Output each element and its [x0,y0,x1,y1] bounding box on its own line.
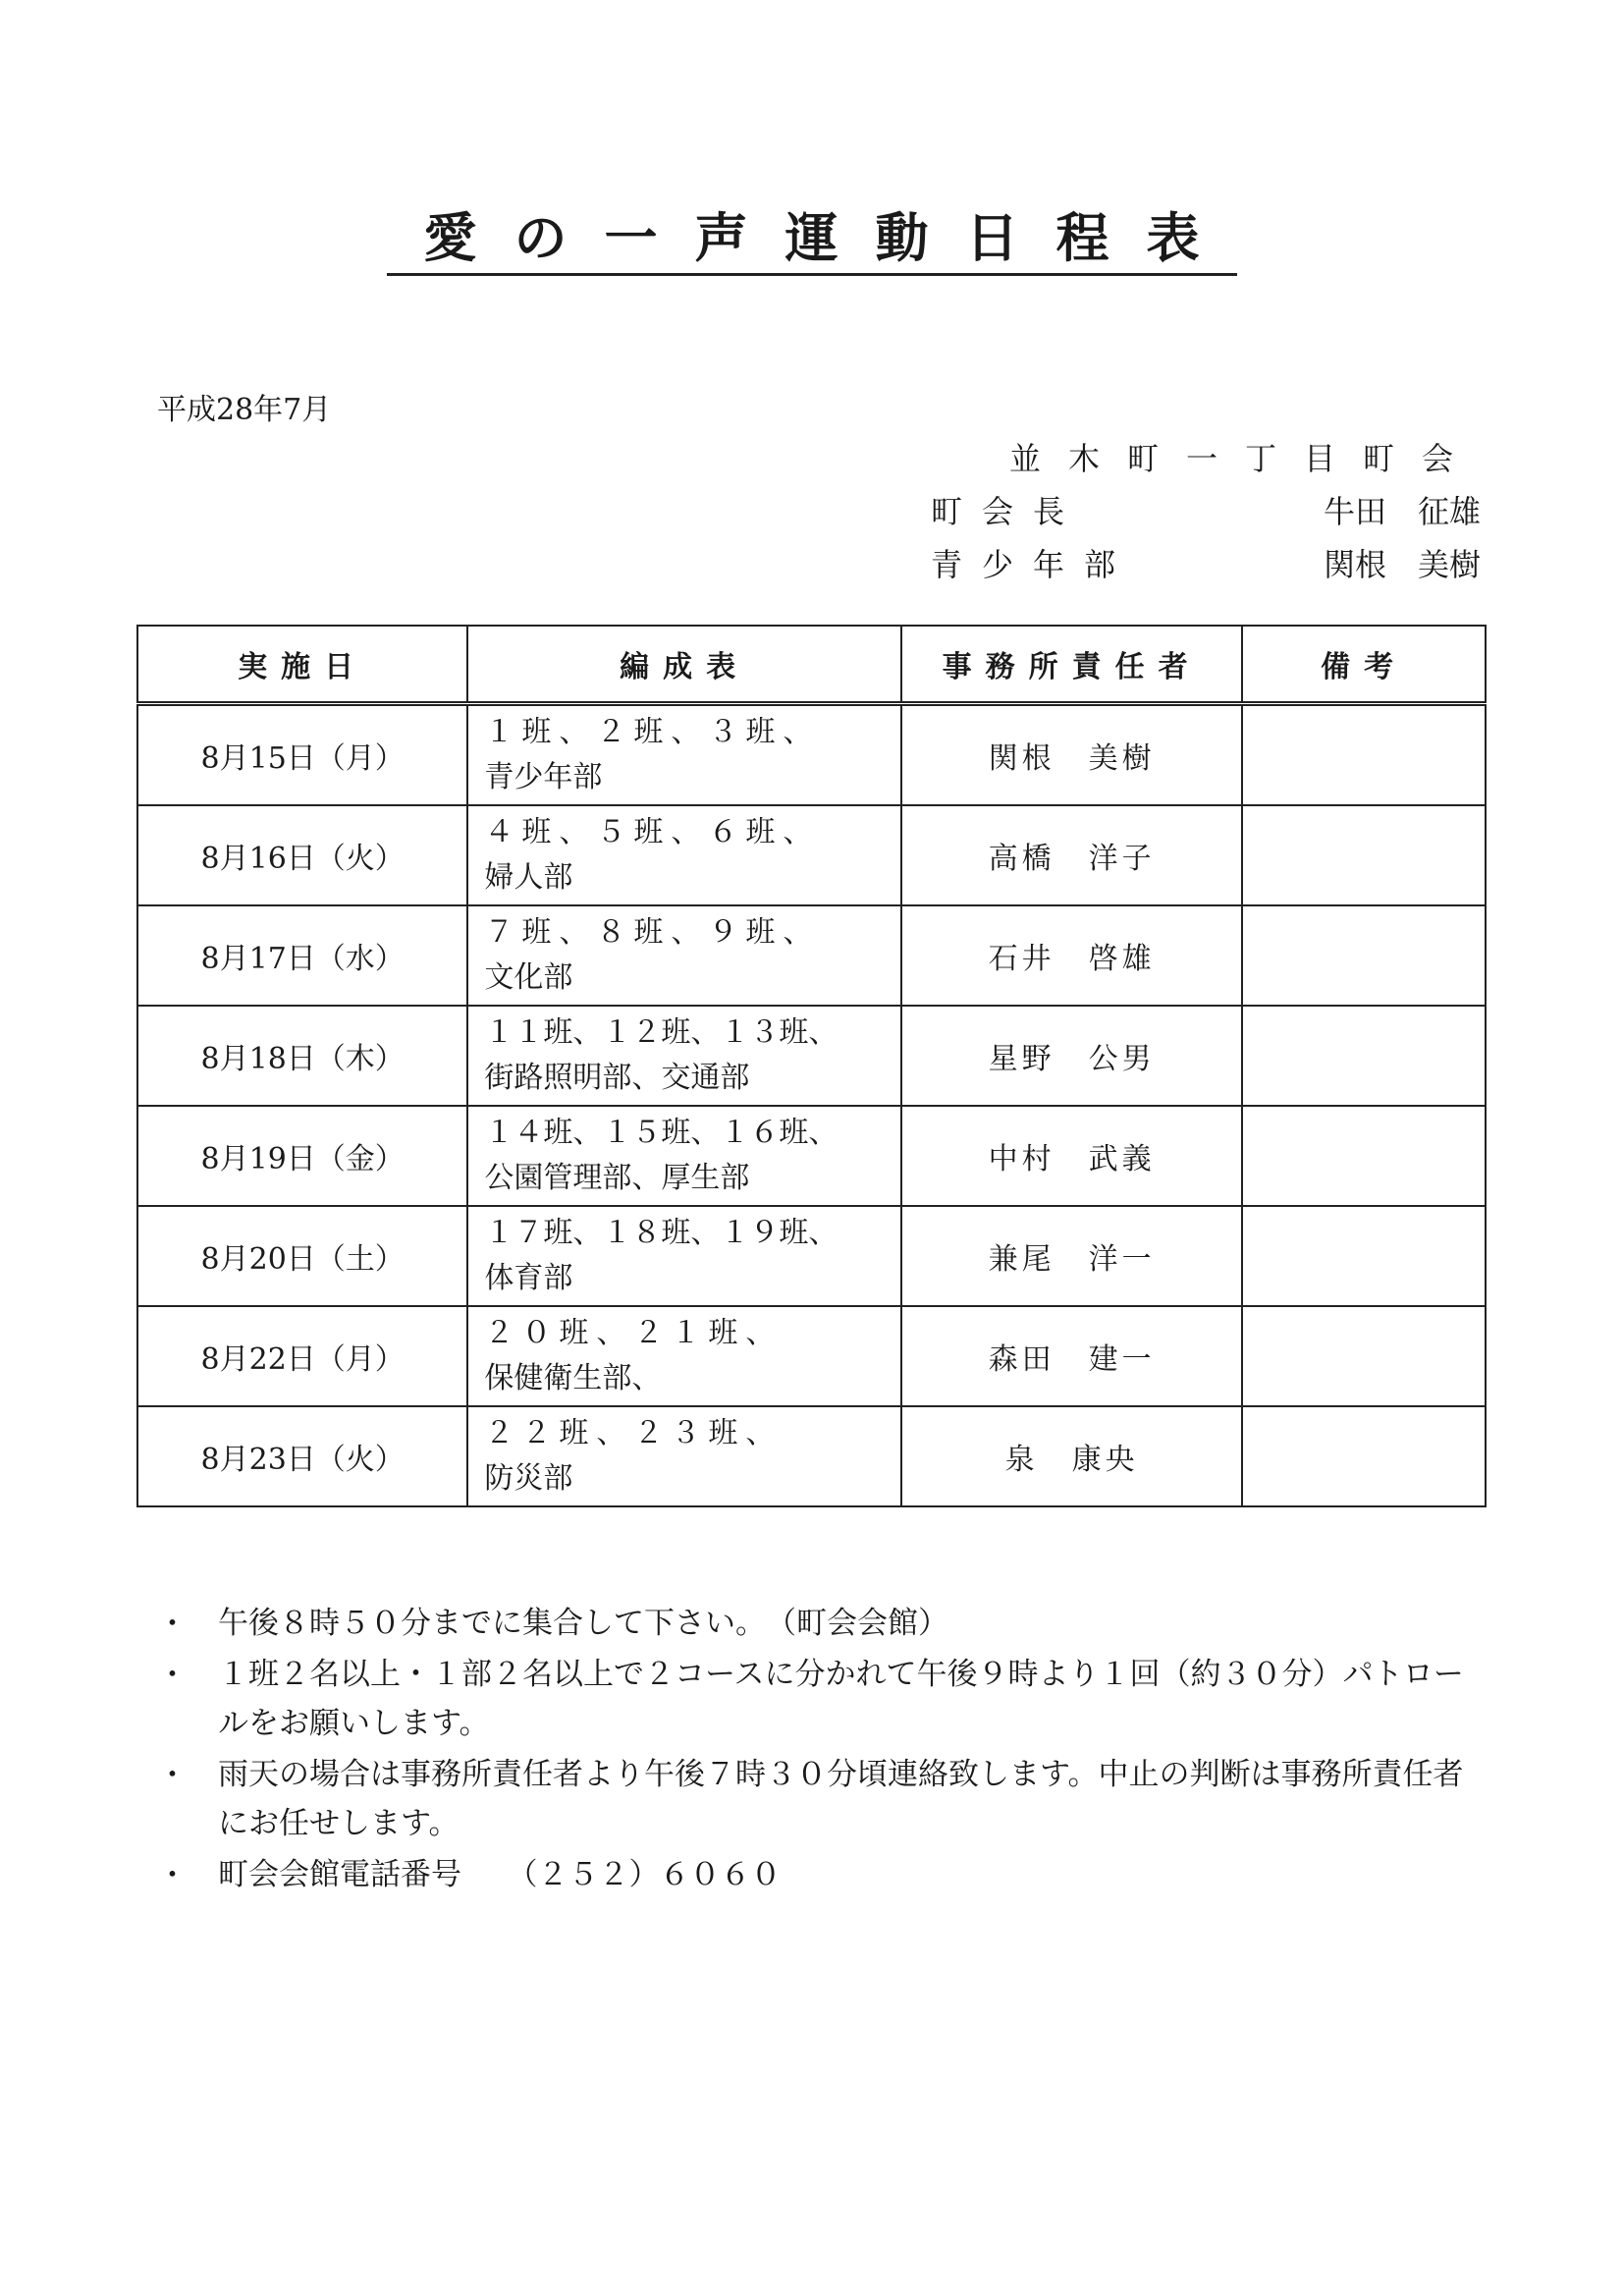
bullet-icon: ・ [157,1858,188,1893]
header-group: 編成表 [467,626,901,704]
table-row [137,1206,1486,1306]
group-line-2: 保健衛生部、 [484,1361,662,1395]
cell-responsible: 森田 建一 [901,1306,1242,1406]
cell-date: 8月20日（土） [137,1206,467,1306]
table-row [137,805,1486,905]
table-row [137,1306,1486,1406]
header-responsible: 事務所責任者 [901,626,1242,704]
cell-responsible: 泉 康央 [901,1406,1242,1506]
group-line-1: １１班、１２班、１３班、 [484,1015,839,1050]
cell-group [467,805,901,905]
cell-date: 8月18日（木） [137,1006,467,1106]
note-text: 午後８時５０分までに集合して下さい。 （町会会館） [218,1606,948,1641]
bullet-icon: ・ [157,1607,188,1642]
group-line-1: ４班、５班、６班、 [484,815,821,849]
cell-note [1242,1006,1486,1106]
table-row [137,1106,1486,1206]
group-line-2: 文化部 [484,960,573,995]
cell-note [1242,805,1486,905]
list-item [157,1599,1492,1648]
cell-note [1242,704,1486,806]
cell-note [1242,1306,1486,1406]
cell-group [467,704,901,806]
note-text: １班２名以上・１部２名以上で２コースに分かれて午後９時より１回（約３０分）パトロールをお願いします。 [218,1657,1464,1741]
youth-role: 青少年部 [931,546,1136,583]
group-line-1: １４班、１５班、１６班、 [484,1116,839,1150]
cell-responsible: 高橋 洋子 [901,805,1242,905]
group-line-2: 街路照明部、交通部 [484,1061,750,1095]
note-text: 町会会館電話番号 （２５２）６０６０ [218,1857,782,1892]
table-row [137,1006,1486,1106]
bullet-icon: ・ [157,1758,188,1793]
cell-date: 8月23日（火） [137,1406,467,1506]
cell-group [467,1106,901,1206]
cell-responsible: 兼尾 洋一 [901,1206,1242,1306]
header-note: 備考 [1242,626,1486,704]
group-line-1: １７班、１８班、１９班、 [484,1216,839,1250]
note-text: 雨天の場合は事務所責任者より午後７時３０分頃連絡致します。中止の判断は事務所責任者にお任せします。 [218,1757,1464,1841]
cell-responsible: 星野 公男 [901,1006,1242,1106]
cell-responsible: 関根 美樹 [901,704,1242,806]
cell-date: 8月16日（火） [137,805,467,905]
issue-date: 平成28年7月 [157,393,332,427]
header-date: 実施日 [137,626,467,704]
group-line-1: ７班、８班、９班、 [484,915,821,950]
group-line-1: ２２班、２３班、 [484,1416,784,1450]
youth-row [931,536,1481,589]
cell-date: 8月15日（月） [137,704,467,806]
list-item [157,1650,1492,1748]
cell-responsible: 石井 啓雄 [901,905,1242,1006]
cell-responsible: 中村 武義 [901,1106,1242,1206]
table-row [137,704,1486,806]
cell-group [467,1206,901,1306]
group-line-1: １班、２班、３班、 [484,715,821,749]
list-item [157,1750,1492,1848]
chair-name: 牛田 征雄 [1323,493,1481,530]
cell-group [467,1006,901,1106]
group-line-2: 体育部 [484,1261,573,1295]
cell-date: 8月17日（水） [137,905,467,1006]
bullet-icon: ・ [157,1658,188,1693]
chair-row [931,483,1481,536]
organization-block [931,430,1481,589]
group-line-1: ２０班、２１班、 [484,1316,784,1350]
youth-name: 関根 美樹 [1323,546,1481,583]
table-header-row [137,626,1486,704]
document-title [295,196,1328,272]
notes-list [157,1599,1492,1901]
cell-group [467,905,901,1006]
cell-date: 8月19日（金） [137,1106,467,1206]
group-line-2: 婦人部 [484,860,573,895]
cell-group [467,1406,901,1506]
org-name: 並木町一丁目町会 [1008,440,1481,477]
cell-group [467,1306,901,1406]
table-row [137,1406,1486,1506]
document-title-text: 愛の一声運動日程表 [387,206,1237,276]
group-line-2: 公園管理部、厚生部 [484,1161,750,1195]
cell-note [1242,1206,1486,1306]
cell-note [1242,1106,1486,1206]
group-line-2: 防災部 [484,1461,573,1496]
list-item [157,1850,1492,1899]
cell-note [1242,1406,1486,1506]
cell-note [1242,905,1486,1006]
table-row [137,905,1486,1006]
cell-date: 8月22日（月） [137,1306,467,1406]
chair-role: 町会長 [931,493,1085,530]
schedule-table [136,625,1487,1507]
group-line-2: 青少年部 [484,760,603,794]
